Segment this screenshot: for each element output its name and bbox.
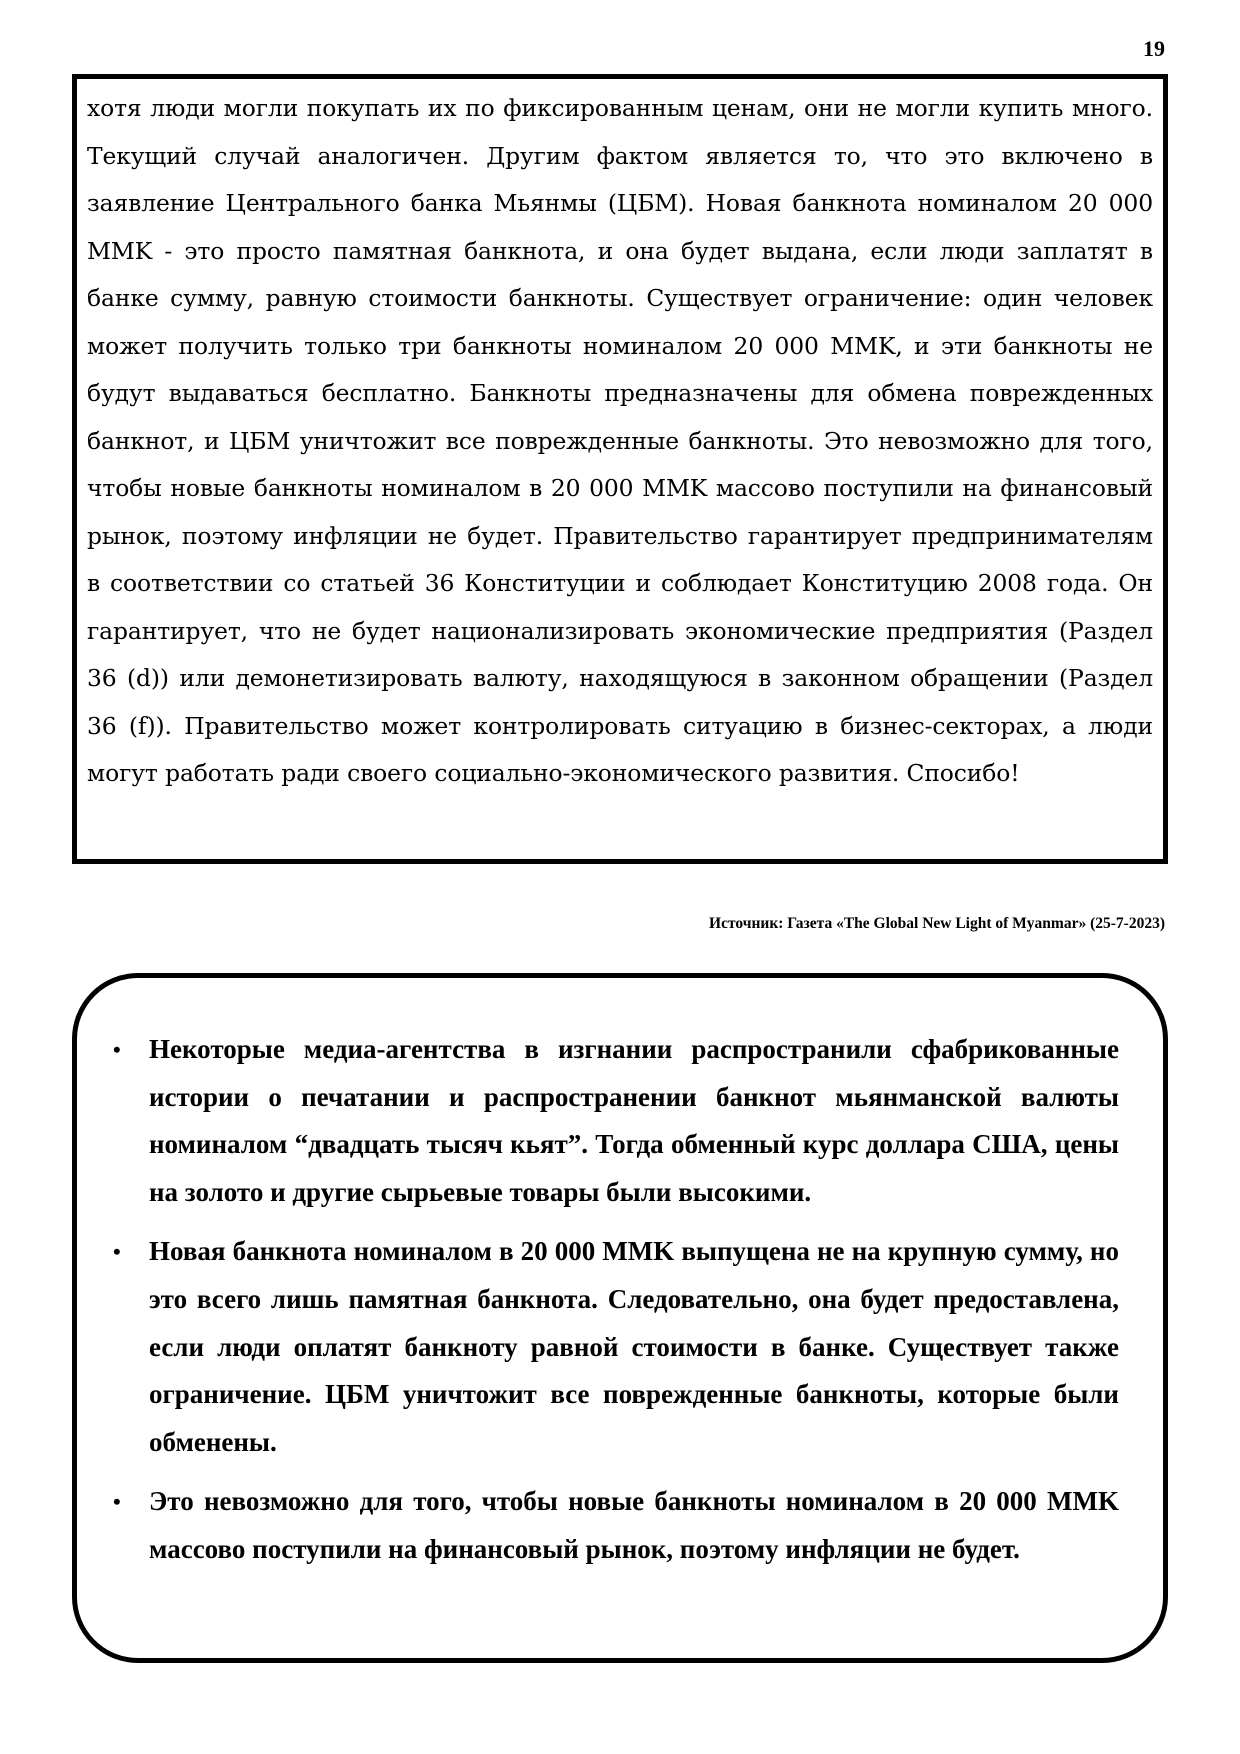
summary-item-text: Это невозможно для того, чтобы новые банкноты номиналом в 20 000 MMK массово поступили на финансовый рынок, поэтому инфляции не будет.: [149, 1486, 1119, 1564]
bullet-icon: •: [113, 1037, 121, 1062]
page-number: 19: [1143, 36, 1165, 61]
article-text: хотя люди могли покупать их по фиксированным ценам, они не могли купить много. Текущий случай аналогичен. Другим фактом является то, что это включено в заявление Центрального банка Мьянмы (ЦБМ). Новая банкнота номиналом 20 000 MMK - это просто памятная банкнота, и она будет выдана, если люди заплатят в банке сумму, равную стоимости банкноты. Существует ограничение: один человек может получить только три банкноты номиналом 20 000 MMK, и эти банкноты не будут выдаваться бесплатно. Банкноты предназначены для обмена поврежденных банкнот, и ЦБМ уничтожит все поврежденные банкноты. Это невозможно для того, чтобы новые банкноты номиналом в 20 000 MMK массово поступили на финансовый рынок, поэтому инфляции не будет. Правительство гарантирует предпринимателям в соответствии со статьей 36 Конституции и соблюдает Конституцию 2008 года. Он гарантирует, что не будет национализировать экономические предприятия (Раздел 36 (d)) или демонетизировать валюту, находящуюся в законном обращении (Раздел 36 (f)). Правительство может контролировать ситуацию в бизнес-секторах, а люди могут работать ради своего социально-экономического развития. Спосибо!: [87, 94, 1153, 787]
summary-item-text: Некоторые медиа-агентства в изгнании распространили сфабрикованные истории о печатании и распространении банкнот мьянманской валюты номиналом “двадцать тысяч кьят”. Тогда обменный курс доллара США, цены на золото и другие сырьевые товары были высокими.: [149, 1034, 1119, 1207]
summary-list: [107, 1026, 1119, 1574]
summary-item-text: Новая банкнота номиналом в 20 000 MMK выпущена не на крупную сумму, но это всего лишь памятная банкнота. Следовательно, она будет предоставлена, если люди оплатят банкноту равной стоимости в банке. Существует также ограничение. ЦБМ уничтожит все поврежденные банкноты, которые были обменены.: [149, 1236, 1119, 1457]
bullet-icon: •: [113, 1489, 121, 1515]
bullet-icon: •: [113, 1239, 121, 1265]
source-citation: Источник: Газета «The Global New Light of Myanmar» (25-7-2023): [709, 915, 1165, 932]
summary-item: [107, 1228, 1119, 1466]
summary-item: [107, 1478, 1119, 1573]
summary-item: [107, 1026, 1119, 1216]
summary-box: [72, 973, 1168, 1663]
article-box: [72, 74, 1168, 864]
